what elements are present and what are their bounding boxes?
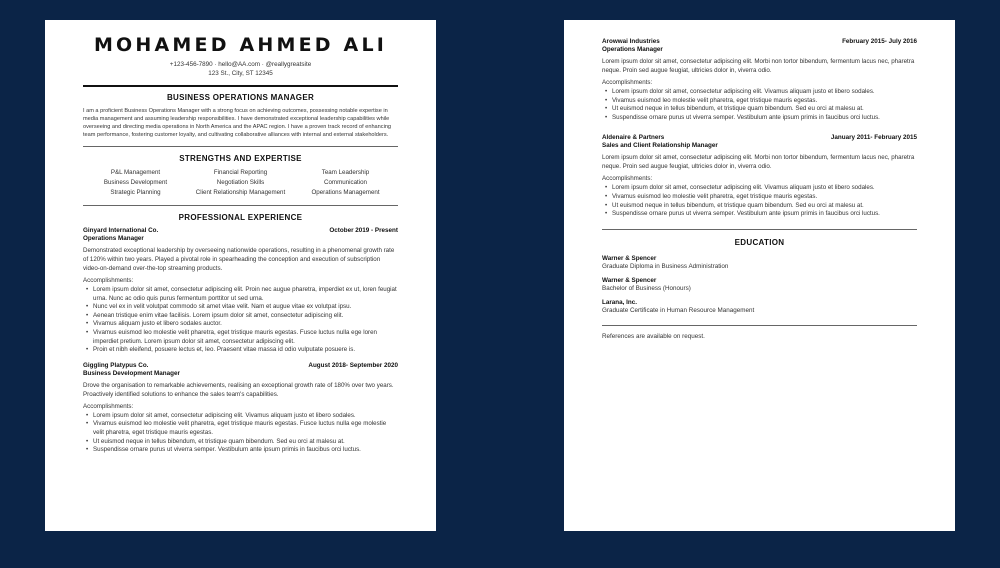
job-role: Operations Manager <box>83 235 144 242</box>
job-description: Lorem ipsum dolor sit amet, consectetur adipiscing elit. Morbi non tortor bibendum, fermentum lacus nec, pharetra neque. Proin sed augue feugiat, ultricies dolor in, viverra odio. <box>602 58 915 74</box>
job-dates: August 2018- September 2020 <box>308 361 398 369</box>
skill-item: P&L Management <box>110 169 161 176</box>
job-header <box>602 38 917 46</box>
edu-degree: Bachelor of Business (Honours) <box>602 284 691 292</box>
skill-item: Communication <box>324 179 367 186</box>
skill-item: Financial Reporting <box>213 169 268 176</box>
accomplishments-label: Accomplishments: <box>83 402 134 410</box>
address-line: 123 St., City, ST 12345 <box>208 70 273 77</box>
divider <box>602 325 917 326</box>
list-item: • Ut euismod neque in tellus bibendum, et tristique quam bibendum. Sed eu orci at malesu at. <box>612 202 917 211</box>
list-item: • Lorem ipsum dolor sit amet, consectetur adipiscing elit. Vivamus aliquam justo et libero sodales. <box>612 184 917 193</box>
headline: BUSINESS OPERATIONS MANAGER <box>166 93 315 102</box>
job-dates: January 2011- February 2015 <box>830 134 917 142</box>
contact-info <box>83 60 398 78</box>
list-item: • Ut euismod neque in tellus bibendum, et tristique quam bibendum. Sed eu orci at malesu at. <box>612 105 917 114</box>
job-company: Giggling Platypus Co. <box>83 361 149 369</box>
job-company: Ginyard International Co. <box>83 227 159 234</box>
job-entry <box>602 38 917 122</box>
contact-line: +123-456-7890 · hello@AA.com · @reallygreatsite <box>169 61 312 68</box>
list-item: • Lorem ipsum dolor sit amet, consectetur adipiscing elit. Vivamus aliquam justo et libero sodales. <box>612 88 917 97</box>
edu-school: Larana, Inc. <box>602 298 637 306</box>
list-item: • Suspendisse ornare purus ut viverra semper. Vestibulum ante ipsum primis in faucibus orci luctus. <box>612 114 917 123</box>
job-description: Lorem ipsum dolor sit amet, consectetur adipiscing elit. Morbi non tortor bibendum, fermentum lacus nec, pharetra neque. Proin sed augue feugiat, ultricies dolor in, viverra odio. <box>602 154 915 171</box>
skill-item: Strategic Planning <box>110 189 161 196</box>
education-title: EDUCATION <box>734 237 785 247</box>
divider <box>602 229 917 230</box>
list-item: • Vivamus euismod leo molestie velit pharetra, eget tristique mauris egestas. <box>612 193 917 202</box>
job-dates: October 2019 - Present <box>329 227 398 234</box>
list-item: • Lorem ipsum dolor sit amet, consectetur adipiscing elit. Vivamus aliquam justo et libero sodales. <box>93 412 398 421</box>
list-item: • Vivamus euismod leo molestie velit pharetra, eget tristique mauris egestas. Fusce luctus nulla ege loren imperdiet pretium. Lorem ipsum dolor sit amet, consectetur adipiscing elit. <box>93 329 398 346</box>
list-item: • Ut euismod neque in tellus bibendum, et tristique quam bibendum. Sed eu orci at malesu at. <box>93 438 398 447</box>
job-company: Arowwai Industries <box>602 38 660 45</box>
skill-item: Client Relationship Management <box>195 189 286 196</box>
skill-item: Negotiation Skills <box>216 179 265 186</box>
accomplishments-list <box>83 412 398 455</box>
job-entry <box>602 134 917 218</box>
skills-grid <box>83 168 398 198</box>
list-item: • Lorem ipsum dolor sit amet, consectetur adipiscing elit. Proin nec augue pharetra, imperdiet ex ut, loren feugiat urna. Nunc ac odio quis purus fermentum porttitor ut sed urna. <box>93 286 398 303</box>
references-note: References are available on request. <box>602 332 705 340</box>
list-item: • Suspendisse ornare purus ut viverra semper. Vestibulum ante ipsum primis in faucibus orci luctus. <box>93 446 398 455</box>
job-header <box>602 134 917 142</box>
job-role: Sales and Client Relationship Manager <box>602 142 718 150</box>
skill-item: Team Leadership <box>321 169 370 176</box>
education-entry <box>602 255 917 271</box>
list-item: • Proin et nibh eleifend, posuere lectus et, leo. Praesent vitae massa id odio vulputate posuere is. <box>93 346 398 355</box>
divider <box>83 205 398 206</box>
job-role: Operations Manager <box>602 46 663 53</box>
job-header <box>83 362 398 370</box>
candidate-name: MOHAMED AHMED ALI <box>93 34 388 56</box>
edu-degree: Graduate Certificate in Human Resource Management <box>602 306 755 314</box>
resume-page-1 <box>45 20 436 531</box>
summary-text: I am a proficient Business Operations Manager with a strong focus on achieving outcomes, possessing notable expertise in media management and assuming leadership responsibilities. I have demonstrated exceptional leadership capabilities while overseeing and directing media operations in North America and the APAC region. I have a proven track record of enhancing team performance, fostering customer loyalty, and cultivating collaborative alliances with internal and external stakeholders. <box>83 108 392 138</box>
divider <box>83 146 398 147</box>
experience-title: PROFESSIONAL EXPERIENCE <box>178 213 303 222</box>
job-description: Demonstrated exceptional leadership by overseeing nationwide operations, resulting in a phenomenal growth rate of 120% within two years. Played a pivotal role in spearheading the conception and execution of subscription video-on-demand over-the-top streaming products. <box>83 247 395 272</box>
resume-page-2 <box>564 20 955 531</box>
skills-title: STRENGTHS AND EXPERTISE <box>179 154 302 163</box>
job-header <box>83 227 398 235</box>
accomplishments-label: Accomplishments: <box>83 277 134 284</box>
accomplishments-label: Accomplishments: <box>602 79 653 86</box>
job-company: Aldenaire & Partners <box>602 134 665 142</box>
accomplishments-list <box>602 184 917 218</box>
job-role: Business Development Manager <box>83 369 180 377</box>
list-item: • Nunc vel ex in velit volutpat commodo sit amet vitae velit. Nam et augue vitae ex volutpat ipsu. <box>93 303 398 312</box>
list-item: • Aenean tristique enim vitae facilisis. Lorem ipsum dolor sit amet, consectetur adipiscing elit. <box>93 312 398 321</box>
job-dates: February 2015- July 2016 <box>842 38 917 45</box>
education-entry <box>602 277 917 293</box>
list-item: • Vivamus euismod leo molestie velit pharetra, eget tristique mauris egestas. <box>612 97 917 106</box>
list-item: • Vivamus aliquam justo et libero sodales auctor. <box>93 320 398 329</box>
education-entry <box>602 299 917 315</box>
list-item: • Vivamus euismod leo molestie velit pharetra, eget tristique mauris egestas. Fusce luctus nulla ege molestie velit pharetra, eget tristique mauris egestas. <box>93 420 398 437</box>
skill-item: Operations Management <box>311 189 380 196</box>
edu-school: Warner & Spencer <box>602 276 657 284</box>
accomplishments-label: Accomplishments: <box>602 175 653 183</box>
list-item: • Suspendisse ornare purus ut viverra semper. Vestibulum ante ipsum primis in faucibus orci luctus. <box>612 210 917 219</box>
accomplishments-list <box>602 88 917 122</box>
edu-degree: Graduate Diploma in Business Administration <box>602 262 729 270</box>
divider <box>83 85 398 87</box>
accomplishments-list <box>83 286 398 355</box>
job-entry <box>83 362 398 455</box>
job-entry <box>83 227 398 355</box>
job-description: Drove the organisation to remarkable achievements, realising an exceptional growth rate of 180% over two years. Proactively identified solutions to enhance the sales team's capabilities. <box>83 381 394 398</box>
edu-school: Warner & Spencer <box>602 254 657 262</box>
skill-item: Business Development <box>103 179 168 186</box>
